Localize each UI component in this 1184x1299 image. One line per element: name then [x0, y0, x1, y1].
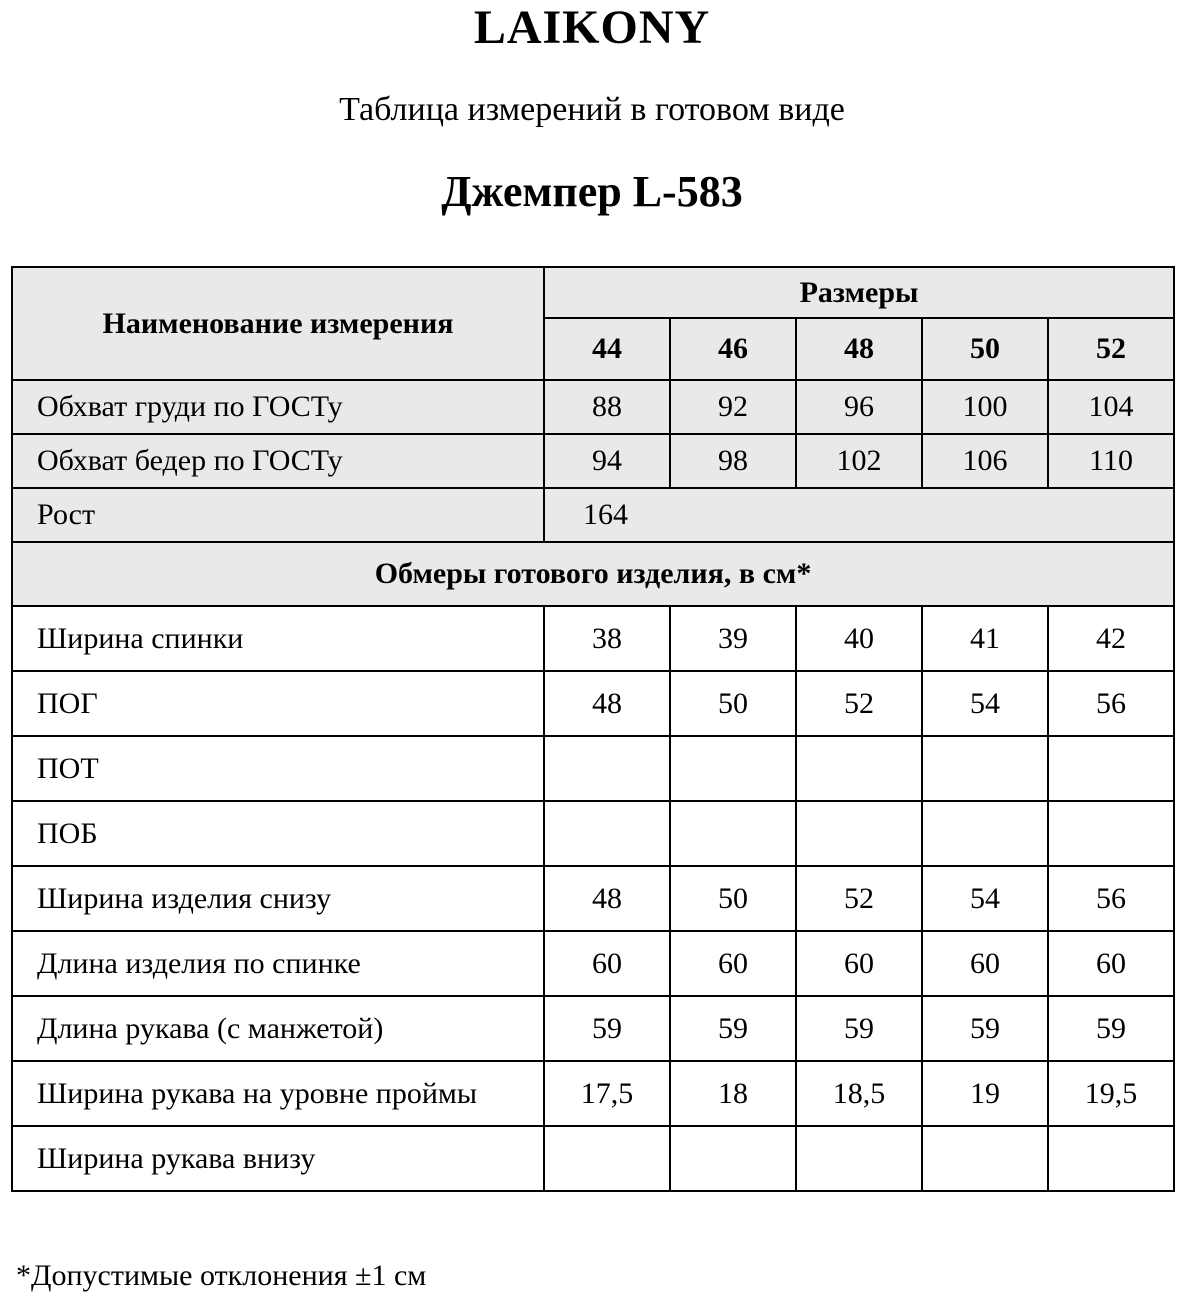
value-cell: 60: [922, 931, 1048, 996]
section-title: Обмеры готового изделия, в см*: [12, 542, 1174, 606]
value-cell: 18,5: [796, 1061, 922, 1126]
table-row: [12, 606, 1174, 671]
value-cell: [922, 736, 1048, 801]
document-subtitle: Таблица измерений в готовом виде: [339, 91, 845, 128]
value-cell: 60: [796, 931, 922, 996]
value-cell: 54: [922, 671, 1048, 736]
value-cell: 110: [1048, 434, 1174, 488]
value-cell: 59: [796, 996, 922, 1061]
size-header-cell: 48: [796, 318, 922, 380]
size-header-cell: 52: [1048, 318, 1174, 380]
value-cell: 54: [922, 866, 1048, 931]
value-cell: [796, 1126, 922, 1191]
table-row: [12, 801, 1174, 866]
value-cell: 40: [796, 606, 922, 671]
size-header-cell: 46: [670, 318, 796, 380]
row-label: Длина рукава (с манжетой): [12, 996, 544, 1061]
row-label: ПОГ: [12, 671, 544, 736]
row-label: Длина изделия по спинке: [12, 931, 544, 996]
value-cell: 59: [670, 996, 796, 1061]
value-cell: 48: [544, 866, 670, 931]
row-label: ПОБ: [12, 801, 544, 866]
table-row: [12, 380, 1174, 434]
value-cell: [670, 801, 796, 866]
value-cell: 92: [670, 380, 796, 434]
product-title: Джемпер L-583: [441, 167, 743, 216]
value-cell: 52: [796, 866, 922, 931]
table-row: [12, 671, 1174, 736]
value-cell: [670, 1126, 796, 1191]
table-row: [12, 488, 1174, 542]
table-row: [12, 1061, 1174, 1126]
value-cell: [670, 736, 796, 801]
value-cell: 50: [670, 671, 796, 736]
size-header-cell: 50: [922, 318, 1048, 380]
table-row: [12, 1126, 1174, 1191]
value-cell: [544, 736, 670, 801]
value-cell: 88: [544, 380, 670, 434]
value-cell: 17,5: [544, 1061, 670, 1126]
value-cell: [1048, 801, 1174, 866]
value-cell: 19: [922, 1061, 1048, 1126]
value-cell: 59: [1048, 996, 1174, 1061]
value-cell: 59: [544, 996, 670, 1061]
value-cell: 48: [544, 671, 670, 736]
value-cell: 38: [544, 606, 670, 671]
value-cell: [544, 1126, 670, 1191]
size-header-cell: 44: [544, 318, 670, 380]
tolerance-footnote: *Допустимые отклонения ±1 см: [16, 1259, 427, 1292]
brand-title: LAIKONY: [473, 1, 711, 54]
measurement-name-header: Наименование измерения: [12, 267, 544, 380]
value-cell: [544, 801, 670, 866]
value-cell: 52: [796, 671, 922, 736]
value-cell: [922, 801, 1048, 866]
row-label: Обхват груди по ГОСТу: [12, 380, 544, 434]
value-cell: [1048, 1126, 1174, 1191]
row-label: Ширина рукава на уровне проймы: [12, 1061, 544, 1126]
value-cell: 42: [1048, 606, 1174, 671]
value-cell: 19,5: [1048, 1061, 1174, 1126]
table-row: [12, 866, 1174, 931]
value-cell: [922, 1126, 1048, 1191]
value-cell: 60: [544, 931, 670, 996]
value-cell: 94: [544, 434, 670, 488]
row-label: Рост: [12, 488, 544, 542]
value-cell: 18: [670, 1061, 796, 1126]
value-cell: [796, 801, 922, 866]
value-cell: 56: [1048, 866, 1174, 931]
row-label: Ширина рукава внизу: [12, 1126, 544, 1191]
value-cell: 39: [670, 606, 796, 671]
value-cell: 104: [1048, 380, 1174, 434]
value-cell: 60: [1048, 931, 1174, 996]
value-cell: [1048, 736, 1174, 801]
value-cell: 100: [922, 380, 1048, 434]
row-label: Обхват бедер по ГОСТу: [12, 434, 544, 488]
sizes-header: Размеры: [544, 267, 1174, 318]
value-cell: 106: [922, 434, 1048, 488]
height-value: 164: [544, 488, 1174, 542]
row-label: Ширина изделия снизу: [12, 866, 544, 931]
value-cell: 96: [796, 380, 922, 434]
value-cell: 98: [670, 434, 796, 488]
row-label: ПОТ: [12, 736, 544, 801]
value-cell: 60: [670, 931, 796, 996]
value-cell: 41: [922, 606, 1048, 671]
table-row: [12, 736, 1174, 801]
table-row: [12, 931, 1174, 996]
value-cell: 59: [922, 996, 1048, 1061]
row-label: Ширина спинки: [12, 606, 544, 671]
size-table: [11, 266, 1175, 1192]
table-row: [12, 996, 1174, 1061]
value-cell: 56: [1048, 671, 1174, 736]
table-row: [12, 434, 1174, 488]
value-cell: 102: [796, 434, 922, 488]
value-cell: [796, 736, 922, 801]
value-cell: 50: [670, 866, 796, 931]
